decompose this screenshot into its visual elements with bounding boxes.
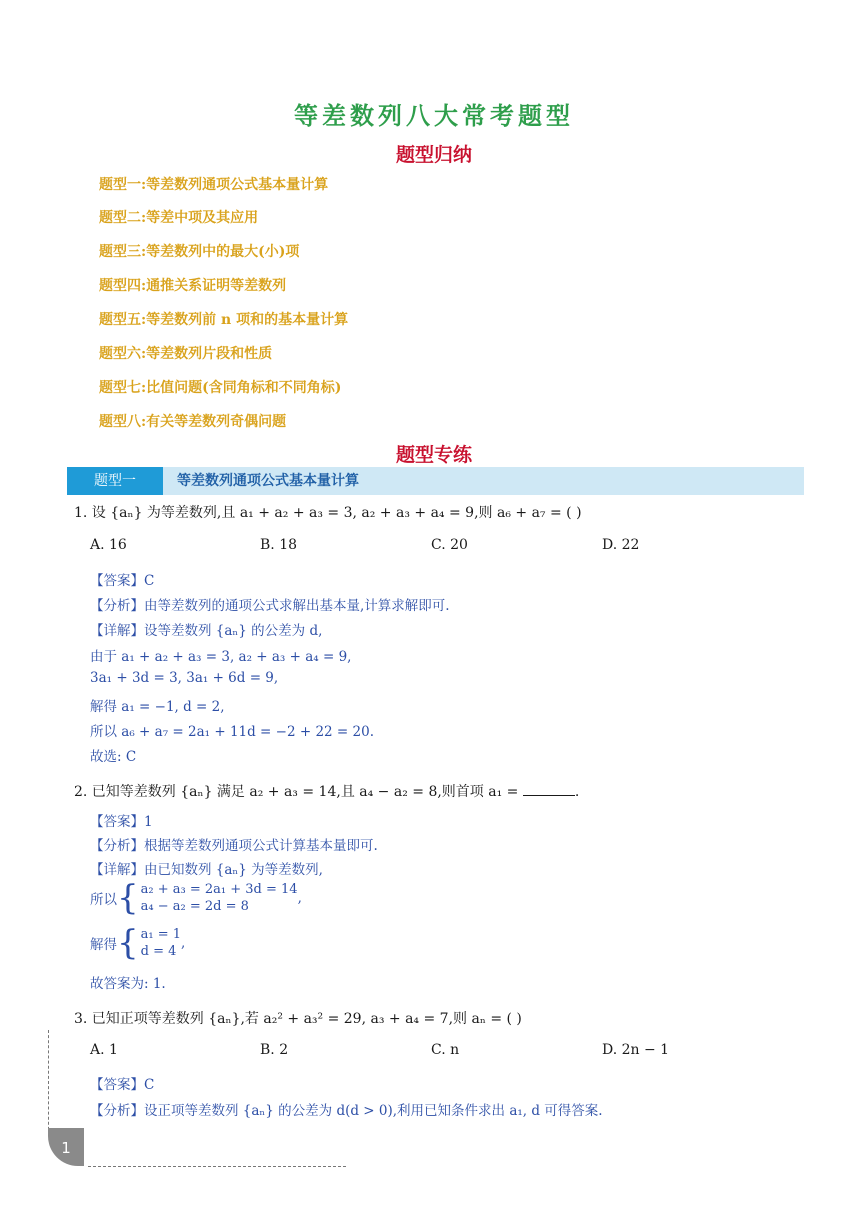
q1-analysis: 【分析】由等差数列的通项公式求解出基本量,计算求解即可. <box>90 598 450 614</box>
practice-heading: 题型专练 <box>395 444 472 466</box>
q2-detail-intro: 【详解】由已知数列 {aₙ} 为等差数列, <box>90 862 323 878</box>
question-2-stem <box>74 781 579 801</box>
toc-item-2: 题型二:等差中项及其应用 <box>99 210 259 226</box>
q2-answer: 【答案】1 <box>90 814 153 830</box>
q2-stem-end: . <box>574 784 580 800</box>
q2-final: 故答案为: 1. <box>90 976 166 992</box>
toc-item-7: 题型七:比值问题(含同角标和不同角标) <box>99 380 342 396</box>
q2-system2-line-1: a₁ = 1 <box>140 927 182 942</box>
q2-system2-end: , <box>181 935 186 951</box>
toc-item-3: 题型三:等差数列中的最大(小)项 <box>99 244 300 260</box>
section-tag: 题型一 <box>67 467 163 495</box>
q1-detail-line-1: 【详解】设等差数列 {aₙ} 的公差为 d, <box>90 623 323 639</box>
q2-system2-line-2: d = 4 <box>140 944 177 959</box>
q2-system1-line-2: a₄ − a₂ = 2d = 8 <box>140 899 249 914</box>
document-title: 等差数列八大常考题型 <box>294 102 574 130</box>
toc-item-4: 题型四:通推关系证明等差数列 <box>99 278 287 294</box>
section-title: 等差数列通项公式基本量计算 <box>177 473 359 489</box>
q2-system1-line-1: a₂ + a₃ = 2a₁ + 3d = 14 <box>140 882 298 897</box>
q2-system-2 <box>90 923 186 963</box>
q1-detail-line-3: 3a₁ + 3d = 3, 3a₁ + 6d = 9, <box>90 670 279 686</box>
q3-option-a: A. 1 <box>90 1042 118 1058</box>
question-1-stem: 1. 设 {aₙ} 为等差数列,且 a₁ + a₂ + a₃ = 3, a₂ + a₃ + a₄ = 9,则 a₆ + a₇ = ( ) <box>74 505 582 521</box>
page-number: 1 <box>61 1139 71 1157</box>
q2-so-prefix: 所以 <box>90 892 117 908</box>
toc-item-5: 题型五:等差数列前 n 项和的基本量计算 <box>99 312 349 328</box>
q3-option-b: B. 2 <box>260 1042 289 1058</box>
toc-item-1: 题型一:等差数列通项公式基本量计算 <box>99 177 329 193</box>
q2-analysis: 【分析】根据等差数列通项公式计算基本量即可. <box>90 838 378 854</box>
q2-solve-prefix: 解得 <box>90 937 117 953</box>
page-footer-line <box>88 1166 346 1167</box>
summary-heading: 题型归纳 <box>395 144 472 166</box>
q3-option-c: C. n <box>431 1042 460 1058</box>
q2-system-1 <box>90 878 302 918</box>
question-3-stem: 3. 已知正项等差数列 {aₙ},若 a₂² + a₃² = 29, a₃ + a₄ = 7,则 aₙ = ( ) <box>74 1011 522 1027</box>
q3-option-d: D. 2n − 1 <box>602 1042 670 1058</box>
q1-option-d: D. 22 <box>602 537 640 553</box>
q1-detail-line-6: 故选: C <box>90 749 137 765</box>
q1-option-a: A. 16 <box>90 537 127 553</box>
q2-system1-end: , <box>297 890 302 906</box>
toc-item-8: 题型八:有关等差数列奇偶问题 <box>99 414 287 430</box>
q1-answer: 【答案】C <box>90 573 155 589</box>
q1-detail-line-5: 所以 a₆ + a₇ = 2a₁ + 11d = −2 + 22 = 20. <box>90 724 374 740</box>
toc-item-6: 题型六:等差数列片段和性质 <box>99 346 273 362</box>
q3-answer: 【答案】C <box>90 1077 155 1093</box>
q2-stem-text: 2. 已知等差数列 {aₙ} 满足 a₂ + a₃ = 14,且 a₄ − a₂ = 8,则首项 a₁ = <box>74 784 519 800</box>
section-banner <box>67 467 804 495</box>
q1-option-b: B. 18 <box>260 537 298 553</box>
left-brace-icon: { <box>117 923 139 963</box>
q2-answer-blank <box>523 783 575 796</box>
q1-option-c: C. 20 <box>431 537 468 553</box>
page-margin-line <box>48 1030 49 1135</box>
q1-detail-line-4: 解得 a₁ = −1, d = 2, <box>90 699 225 715</box>
left-brace-icon: { <box>117 878 139 918</box>
q3-analysis: 【分析】设正项等差数列 {aₙ} 的公差为 d(d > 0),利用已知条件求出 a₁, d 可得答案. <box>90 1103 603 1119</box>
q1-detail-line-2: 由于 a₁ + a₂ + a₃ = 3, a₂ + a₃ + a₄ = 9, <box>90 649 352 665</box>
